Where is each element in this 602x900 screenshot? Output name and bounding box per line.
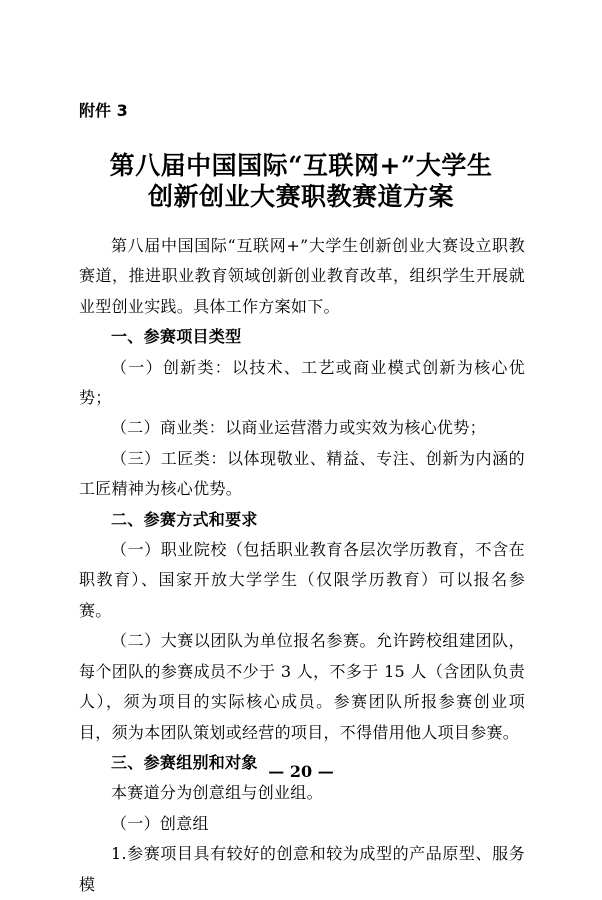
section-heading-participation: 二、参赛方式和要求 <box>111 509 258 529</box>
participation-team-rules: （二）大赛以团队为单位报名参赛。允许跨校组建团队，每个团队的参赛成员不少于 3 人，不多于 15 人（含团队负责人），须为项目的实际核心成员。参赛团队所报参赛创业项目，须为本团队策划或经营的项目，不得借用他人项目参赛。 <box>79 631 525 742</box>
document-body <box>79 231 525 900</box>
page-number: — 20 — <box>268 762 334 781</box>
project-type-business: （二）商业类：以商业运营潜力或实效为核心优势； <box>111 418 486 438</box>
creative-group-heading: （一）创意组 <box>111 813 209 833</box>
intro-paragraph: 第八届中国国际“互联网+”大学生创新创业大赛设立职教赛道，推进职业教育领域创新创业教育改革，组织学生开展就业型创业实践。具体工作方案如下。 <box>79 236 525 316</box>
project-type-innovation: （一）创新类：以技术、工艺或商业模式创新为核心优势； <box>79 357 525 408</box>
project-type-craftsman: （三）工匠类：以体现敬业、精益、专注、创新为内涵的工匠精神为核心优势。 <box>79 448 525 499</box>
section-heading-project-types: 一、参赛项目类型 <box>111 327 242 347</box>
attachment-label: 附件 3 <box>79 101 128 120</box>
creative-group-item-1: 1.参赛项目具有较好的创意和较为成型的产品原型、服务模 <box>79 844 525 894</box>
groups-intro: 本赛道分为创意组与创业组。 <box>111 783 323 803</box>
participation-eligibility: （一）职业院校（包括职业教育各层次学历教育，不含在职教育）、国家开放大学学生（仅限学历教育）可以报名参赛。 <box>79 540 525 620</box>
document-title-line-1: 第八届中国国际“互联网+”大学生 <box>109 151 493 180</box>
document-title-line-2: 创新创业大赛职教赛道方案 <box>147 182 454 211</box>
section-heading-groups: 三、参赛组别和对象 <box>111 752 258 772</box>
